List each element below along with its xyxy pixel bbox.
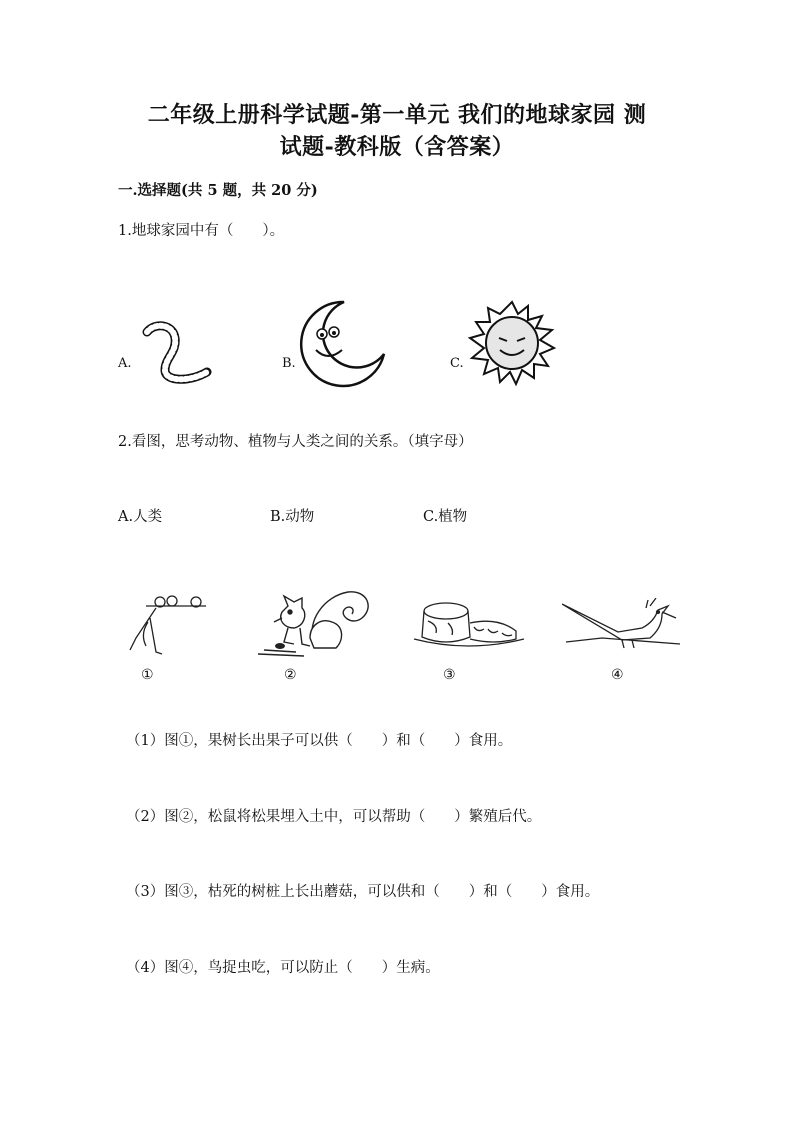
bird-catching-insect-image bbox=[562, 598, 682, 658]
subquestion-2: （2）图②，松鼠将松果埋入土中，可以帮助（ ）繁殖后代。 bbox=[126, 809, 542, 825]
subquestion-3: （3）图③，枯死的树桩上长出蘑菇，可以供和（ ）和（ ）食用。 bbox=[126, 884, 600, 900]
choice-b-animals: B.动物 bbox=[270, 509, 315, 525]
fruit-tree-branch-image bbox=[126, 590, 216, 658]
figure-label-2: ② bbox=[284, 667, 297, 683]
subquestion-4: （4）图④，鸟捉虫吃，可以防止（ ）生病。 bbox=[126, 960, 440, 976]
earthworm-image bbox=[135, 318, 215, 388]
question-2-text: 2.看图，思考动物、植物与人类之间的关系。（填字母） bbox=[118, 434, 473, 450]
section-heading: 一.选择题(共 5 题，共 20 分) bbox=[118, 182, 318, 199]
figure-label-3: ③ bbox=[443, 667, 456, 683]
title-line-2: 试题-教科版（含答案） bbox=[279, 134, 515, 160]
figure-label-1: ① bbox=[141, 667, 154, 683]
q1-option-a-label: A. bbox=[118, 356, 132, 371]
tree-stump-mushroom-image bbox=[408, 595, 526, 657]
choice-a-humans: A.人类 bbox=[118, 509, 163, 525]
q1-option-b-label: B. bbox=[282, 356, 296, 371]
sun-image bbox=[466, 298, 558, 388]
title-line-1: 二年级上册科学试题-第一单元 我们的地球家园 测 bbox=[147, 102, 647, 128]
subquestion-1: （1）图①，果树长出果子可以供（ ）和（ ）食用。 bbox=[126, 733, 513, 749]
question-1-text: 1.地球家园中有（ ）。 bbox=[118, 223, 285, 239]
squirrel-image bbox=[244, 582, 376, 662]
q1-option-c-label: C. bbox=[450, 356, 464, 371]
figure-label-4: ④ bbox=[611, 667, 624, 683]
moon-image bbox=[296, 296, 390, 390]
choice-c-plants: C.植物 bbox=[423, 509, 468, 525]
